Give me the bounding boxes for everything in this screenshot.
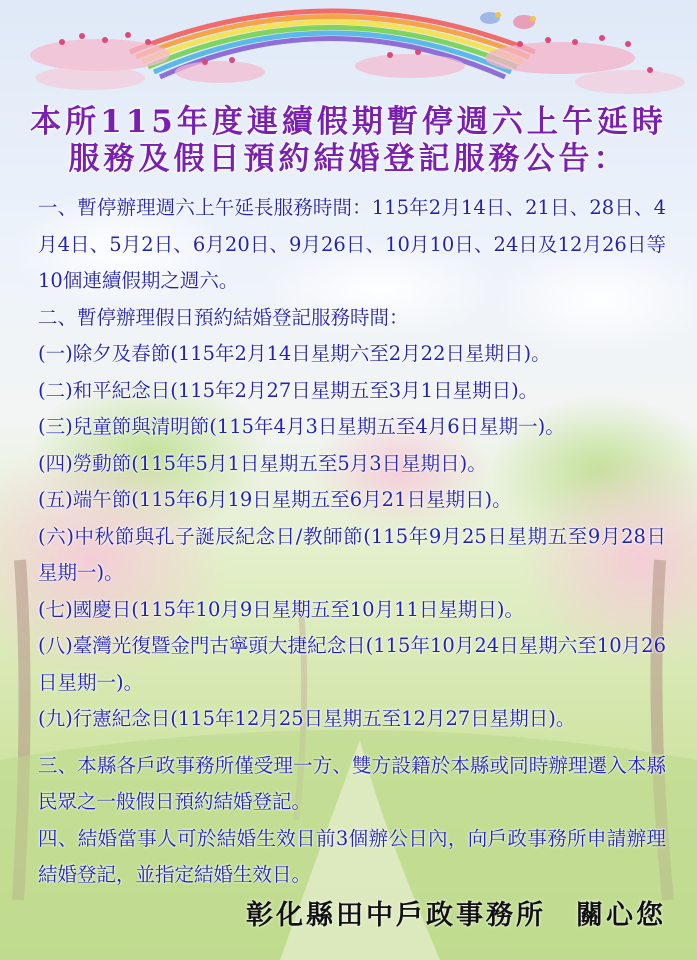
paragraph-1: 一、暫停辦理週六上午延長服務時間：115年2月14日、21日、28日、4月4日、5月2日、6月20日、9月26日、10月10日、24日及12月26日等10個連續假期之週六。 [38,196,666,292]
holiday-item: (五)端午節(115年6月19日星期五至6月21日星期日)。 [38,488,512,511]
holiday-item: (八)臺灣光復暨金門古寧頭大捷紀念日(115年10月24日星期六至10月26日星期一)。 [38,634,666,694]
holiday-item: (三)兒童節與清明節(115年4月3日星期五至4月6日星期一)。 [38,415,565,438]
holiday-item: (六)中秋節與孔子誕辰紀念日/教師節(115年9月25日星期五至9月28日星期一)。 [38,524,666,584]
holiday-item: (九)行憲紀念日(115年12月25日星期五至12月27日星期日)。 [38,707,576,730]
paragraph-4: 四、結婚當事人可於結婚生效日前3個辦公日內，向戶政事務所申請辦理結婚登記，並指定結婚生效日。 [38,826,666,886]
office-signature: 彰化縣田中戶政事務所 關心您 [246,900,666,931]
announcement-body [38,190,666,894]
paragraph-3: 三、本縣各戶政事務所僅受理一方、雙方設籍於本縣或同時辦理遷入本縣民眾之一般假日預約結婚登記。 [38,753,666,813]
announcement-title-line-1: 本所115年度連續假期暫停週六上午延時 [30,104,667,140]
holiday-item: (二)和平紀念日(115年2月27日星期五至3月1日星期日)。 [38,378,539,402]
paragraph-2: 二、暫停辦理假日預約結婚登記服務時間： [38,305,409,329]
holiday-item: (一)除夕及春節(115年2月14日星期六至2月22日星期日)。 [38,342,551,365]
holiday-item: (四)勞動節(115年5月1日星期五至5月3日星期日)。 [38,451,487,475]
holiday-item: (七)國慶日(115年10月9日星期五至10月11日星期日)。 [38,597,524,621]
announcement-title-line-2: 服務及假日預約結婚登記服務公告： [68,141,629,177]
paragraph-spacer [38,738,666,748]
birds-icon [480,12,536,29]
